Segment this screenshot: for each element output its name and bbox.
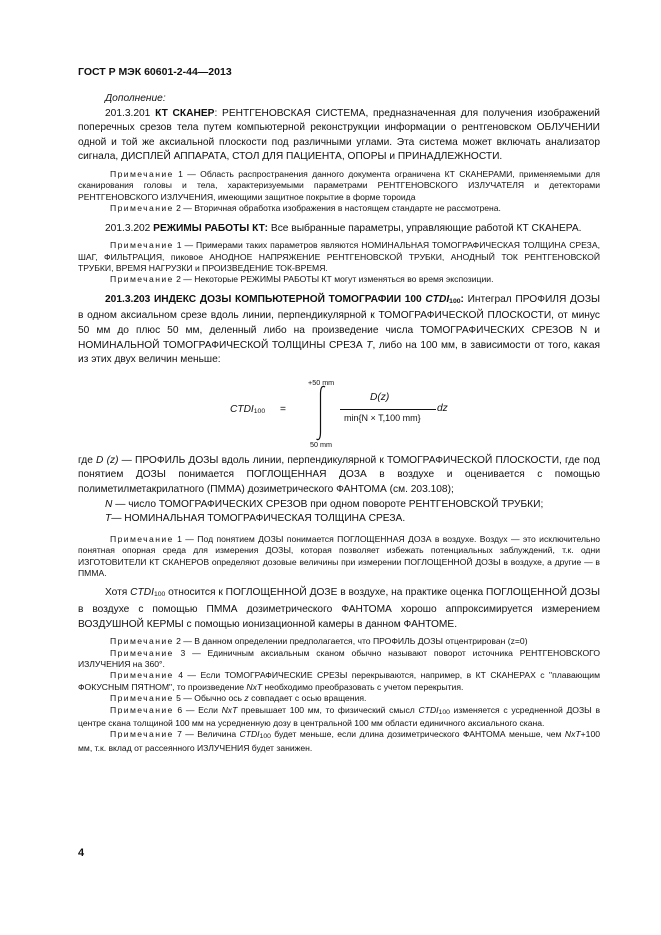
clause-text: Интеграл ПРОФИЛЯ ДОЗЫ в одном аксиальном срезе вдоль линии, перпендикулярной к ТОМОГРАФИЧЕСКОЙ ПЛОСКОСТИ, от минус 50 мм до плюс 50 мм, деленный либо на произведение числа ТОМОГРАФИЧЕСКИХ СРЕЗОВ N и НОМИНАЛЬНОЙ ТОМОГРАФИЧЕСКОЙ ТОЛЩИНЫ СРЕЗА <box>78 293 600 351</box>
note-text: 7 — Величина <box>173 729 240 740</box>
where-d-text: — ПРОФИЛЬ ДОЗЫ вдоль линии, перпендикулярной к ТОМОГРАФИЧЕСКОЙ ПЛОСКОСТИ, где под понятием ДОЗЫ понимается ПОГЛОЩЕННАЯ ДОЗА в воздухе и оценивается с помощью полиметилметакрилатного (ПММА) дозиметрического ФАНТОМА (см. 203.108); <box>78 454 600 495</box>
t-symbol: T <box>105 513 112 525</box>
clause-text: : РЕНТГЕНОВСКАЯ СИСТЕМА, предназначенная для получения изображений поперечных срезов тела путем компьютерной реконструкции информации о рентгеновском ОБЛУЧЕНИИ одной и той же аксиальной плоскости под различными углами. Эта система может включать анализатор сигнала, ДИСПЛЕЙ АППАРАТА, СТОЛ ДЛЯ ПАЦИЕНТА, ОПОРЫ и ПРИНАДЛЕЖНОСТИ. <box>78 107 600 163</box>
where-d: где D (z) — ПРОФИЛЬ ДОЗЫ вдоль линии, перпендикулярной к ТОМОГРАФИЧЕСКОЙ ПЛОСКОСТИ, где под понятием ДОЗЫ понимается ПОГЛОЩЕННАЯ ДОЗА в воздухе и оценивается с помощью полиметилметакрилатного (ПММА) дозиметрического ФАНТОМА (см. 203.108); <box>78 454 600 495</box>
nxt-symbol: NxT <box>564 729 581 740</box>
note-203-7 <box>78 729 600 754</box>
note-label: Примечание <box>110 274 174 285</box>
term-ct-modes: РЕЖИМЫ РАБОТЫ КТ: <box>153 222 269 234</box>
term-ctdi-title: 201.3.203 ИНДЕКС ДОЗЫ КОМПЬЮТЕРНОЙ ТОМОГРАФИИ 100 <box>105 293 426 305</box>
addendum-label: Дополнение: <box>105 93 166 104</box>
note-text: 3 — Единичным аксиальным сканом обычно называют поворот источника РЕНТГЕНОВСКОГО ИЗЛУЧЕНИЯ на 360°. <box>78 647 600 669</box>
note-label: Примечание <box>110 240 174 251</box>
note-text-mid: будет меньше, если длина дозиметрического ФАНТОМА меньше, чем <box>270 729 565 740</box>
note-text: 2 — Вторичная обработка изображения в настоящем стандарте не рассмотрена. <box>173 203 501 214</box>
clause-201-3-202 <box>78 222 600 237</box>
note-label: Примечание <box>110 670 174 681</box>
d-symbol: D (z) <box>96 454 119 466</box>
ctdi-symbol: CTDI <box>425 293 450 305</box>
note-203-6 <box>78 705 600 730</box>
paragraph-text: Хотя <box>105 587 131 599</box>
fraction-denominator: min{N × T,100 mm} <box>344 412 421 423</box>
fraction-bar <box>340 409 436 410</box>
clause-number: 201.3.202 <box>105 222 154 234</box>
document-header: ГОСТ Р МЭК 60601-2-44—2013 <box>78 66 232 78</box>
nxt-symbol: NxT <box>246 681 263 692</box>
ctdi-subscript: 100 <box>153 591 166 599</box>
note-text-mid: превышает 100 мм, то физический смысл <box>237 704 419 715</box>
note-text: 6 — Если <box>173 704 222 715</box>
where-t-text: — НОМИНАЛЬНАЯ ТОМОГРАФИЧЕСКАЯ ТОЛЩИНА СРЕЗА. <box>111 513 406 525</box>
ctdi-subscript: 100 <box>259 733 271 741</box>
z-symbol: z <box>244 693 249 704</box>
page-number: 4 <box>78 847 85 859</box>
ctdi-symbol: CTDI <box>418 704 439 715</box>
note-label: Примечание <box>110 203 174 214</box>
term-colon: : <box>460 293 464 305</box>
note-text-end: необходимо преобразовать с учетом перекрытия. <box>262 681 464 692</box>
clause-text-end: , либо на 100 мм, в зависимости от того, какая из этих двух величин меньше: <box>78 339 601 366</box>
note-201-2 <box>78 203 600 214</box>
note-text: 1 — Область распространения данного документа ограничена КТ СКАНЕРАМИ, применяемыми для сканирования головы и тела, характеризуемыми параметрами РЕНТГЕНОВСКОГО ИЗЛУЧАТЕЛЯ и детекторами РЕНТГЕНОВСКОГО ИЗЛУЧЕНИЯ, имеющими защитное покрытие в форме тороида <box>78 168 600 202</box>
ctdi-formula <box>78 376 600 450</box>
note-203-1 <box>78 534 600 580</box>
note-label: Примечание <box>110 647 174 658</box>
clause-text: Все выбранные параметры, управляющие работой КТ СКАНЕРА. <box>268 222 582 234</box>
where-n-text: — число ТОМОГРАФИЧЕСКИХ СРЕЗОВ при одном повороте РЕНТГЕНОВСКОЙ ТРУБКИ; <box>112 498 544 510</box>
where-n <box>78 498 600 513</box>
note-text-end: +100 мм, т.к. вклад от рассеянного ИЗЛУЧЕНИЯ будет занижен. <box>78 729 600 753</box>
note-text: 1 — Под понятием ДОЗЫ понимается ПОГЛОЩЕННАЯ ДОЗА в воздухе. Воздух — это исключительно понятная опорная среда для измерения ДОЗЫ, которая позволяет избежать потенциальных заблуждений, т.к. одни ИЗГОТОВИТЕЛИ КТ СКАНЕРОВ определяют дозовые величины при измерении ПОГЛОЩЕННОЙ ДОЗЫ в воздухе, а другие — в ПММА. <box>78 533 600 578</box>
integral-lower-limit: 50 mm <box>310 439 332 449</box>
note-label: Примечание <box>110 729 174 740</box>
ctdi-subscript: 100 <box>449 297 461 305</box>
integral-sign-icon <box>314 384 328 442</box>
note-text: 5 — Обычно ось <box>173 693 245 704</box>
note-label: Примечание <box>110 533 174 544</box>
note-203-2 <box>78 636 600 647</box>
note-text: 1 — Примерами таких параметров являются НОМИНАЛЬНАЯ ТОМОГРАФИЧЕСКАЯ ТОЛЩИНА СРЕЗА, ШАГ, ФИЛЬТРАЦИЯ, пиковое АНОДНОЕ НАПРЯЖЕНИЕ РЕНТГЕНОВСКОЙ ТРУБКИ, АНОДНЫЙ ТОК РЕНТГЕНОВСКОЙ ТРУБКИ, ВРЕМЯ НАГРУЗКИ и ПРОИЗВЕДЕНИЕ ТОК-ВРЕМЯ. <box>78 240 600 273</box>
formula-equals: = <box>280 403 286 415</box>
ctdi-symbol: CTDI <box>239 729 260 740</box>
note-label: Примечание <box>110 636 174 647</box>
note-203-3 <box>78 648 600 671</box>
note-label: Примечание <box>110 693 174 704</box>
formula-lhs-subscript: 100 <box>253 407 266 415</box>
term-ct-scanner: КТ СКАНЕР <box>155 107 215 119</box>
note-201-1 <box>78 169 600 203</box>
clause-number: 201.3.201 <box>105 107 156 119</box>
clause-201-3-203 <box>78 293 600 368</box>
formula-differential: dz <box>437 402 448 414</box>
t-symbol: T <box>366 339 373 351</box>
ctdi-symbol: CTDI <box>130 587 154 599</box>
paragraph-text-end: относится к ПОГЛОЩЕННОЙ ДОЗЕ в воздухе, на практике оценка ПОГЛОЩЕННОЙ ДОЗЫ в воздухе с помощью ПММА дозиметрического ФАНТОМА хорошо аппроксимируется измерением ВОЗДУШНОЙ КЕРМЫ с помощью ионизационной камеры в данном ФАНТОМЕ. <box>78 587 600 630</box>
ctdi-subscript: 100 <box>438 708 450 716</box>
page-content <box>78 92 600 754</box>
note-text-end: совпадает с осью вращения. <box>248 693 367 704</box>
note-label: Примечание <box>110 168 174 179</box>
formula-lhs <box>230 404 265 415</box>
note-202-1 <box>78 240 600 274</box>
note-text-end: изменяется с усредненной ДОЗЫ в центре скана толщиной 100 мм на усредненную дозу в центральной 100 мм области единичного аксиального скана. <box>78 704 601 728</box>
note-text: 2 — В данном определении предполагается, что ПРОФИЛЬ ДОЗЫ отцентрирован (z=0) <box>173 636 528 647</box>
note-203-4 <box>78 670 600 693</box>
note-text: 4 — Если ТОМОГРАФИЧЕСКИЕ СРЕЗЫ перекрываются, например, в КТ СКАНЕРАХ с "плавающим ФОКУСНЫМ ПЯТНОМ", то произведение <box>78 670 600 692</box>
fraction-numerator: D(z) <box>370 391 390 403</box>
note-label: Примечание <box>110 704 174 715</box>
note-203-5 <box>78 693 600 704</box>
note-202-2 <box>78 274 600 285</box>
where-t <box>78 512 600 527</box>
paragraph-although <box>78 586 600 632</box>
clause-201-3-201 <box>78 107 600 165</box>
formula-lhs-symbol: CTDI <box>230 403 254 415</box>
n-symbol: N <box>105 498 113 510</box>
note-text: 2 — Некоторые РЕЖИМЫ РАБОТЫ КТ могут изменяться во время экспозиции. <box>173 274 494 285</box>
nxt-symbol: NxT <box>221 704 238 715</box>
integral-upper-limit: +50 mm <box>308 377 335 387</box>
